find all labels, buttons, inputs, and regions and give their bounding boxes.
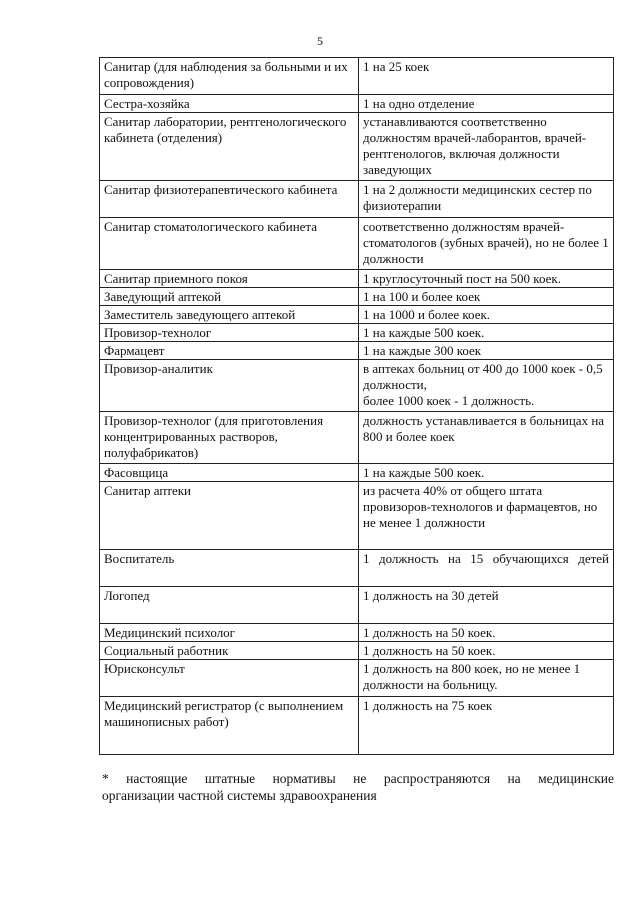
- norm-cell: 1 должность на 75 коек: [359, 697, 614, 755]
- position-cell: Санитар (для наблюдения за больными и их сопровождения): [100, 58, 359, 95]
- table-row: [100, 181, 614, 218]
- table-row: [100, 587, 614, 624]
- norm-cell: 1 круглосуточный пост на 500 коек.: [359, 270, 614, 288]
- table-row: [100, 360, 614, 412]
- position-cell: Юрисконсульт: [100, 660, 359, 697]
- position-cell: Провизор-аналитик: [100, 360, 359, 412]
- page-number: 5: [317, 34, 323, 48]
- position-cell: Провизор-технолог (для приготовления концентрированных растворов, полуфабрикатов): [100, 412, 359, 464]
- table-row: [100, 660, 614, 697]
- staffing-norms-table: [99, 57, 614, 755]
- norm-cell: 1 на 25 коек: [359, 58, 614, 95]
- norm-line: в аптеках больниц от 400 до 1000 коек - 0,5 должности,: [363, 361, 603, 392]
- table-row: [100, 288, 614, 306]
- norm-cell: 1 на одно отделение: [359, 95, 614, 113]
- position-cell: Заместитель заведующего аптекой: [100, 306, 359, 324]
- footnote: [102, 770, 614, 804]
- norm-cell: должность устанавливается в больницах на 800 и более коек: [359, 412, 614, 464]
- table-row: [100, 58, 614, 95]
- table-row: [100, 324, 614, 342]
- norm-cell: [359, 360, 614, 412]
- norm-cell: 1 должность на 800 коек, но не менее 1 должности на больницу.: [359, 660, 614, 697]
- position-cell: Сестра-хозяйка: [100, 95, 359, 113]
- norm-cell: 1 на 100 и более коек: [359, 288, 614, 306]
- norm-cell: 1 на каждые 300 коек: [359, 342, 614, 360]
- table-row: [100, 270, 614, 288]
- position-cell: Санитар лаборатории, рентгенологического кабинета (отделения): [100, 113, 359, 181]
- norm-cell: 1 на каждые 500 коек.: [359, 464, 614, 482]
- position-cell: Санитар аптеки: [100, 482, 359, 550]
- table-row: [100, 412, 614, 464]
- table-row: [100, 342, 614, 360]
- norm-cell: 1 на 1000 и более коек.: [359, 306, 614, 324]
- table-row: [100, 482, 614, 550]
- norm-cell: из расчета 40% от общего штата провизоров-технологов и фармацевтов, но не менее 1 должности: [359, 482, 614, 550]
- norm-cell: 1 на каждые 500 коек.: [359, 324, 614, 342]
- table-row: [100, 550, 614, 587]
- position-cell: Медицинский психолог: [100, 624, 359, 642]
- position-cell: Фасовщица: [100, 464, 359, 482]
- position-cell: Санитар приемного покоя: [100, 270, 359, 288]
- norm-cell: устанавливаются соответственно должностям врачей-лаборантов, врачей-рентгенологов, включая должности заведующих: [359, 113, 614, 181]
- position-cell: Медицинский регистратор (с выполнением машинописных работ): [100, 697, 359, 755]
- table-row: [100, 113, 614, 181]
- table-row: [100, 624, 614, 642]
- position-cell: Фармацевт: [100, 342, 359, 360]
- norm-cell: 1 должность на 50 коек.: [359, 624, 614, 642]
- table-row: [100, 306, 614, 324]
- table-row: [100, 218, 614, 270]
- position-cell: Заведующий аптекой: [100, 288, 359, 306]
- norm-line: более 1000 коек - 1 должность.: [363, 393, 535, 408]
- position-cell: Санитар физиотерапевтического кабинета: [100, 181, 359, 218]
- position-cell: Логопед: [100, 587, 359, 624]
- norm-cell: 1 должность на 15 обучающихся детей: [359, 550, 614, 587]
- norm-cell: 1 должность на 30 детей: [359, 587, 614, 624]
- table-row: [100, 642, 614, 660]
- norm-cell: 1 должность на 50 коек.: [359, 642, 614, 660]
- footnote-line: организации частной системы здравоохранения: [102, 788, 377, 803]
- position-cell: Воспитатель: [100, 550, 359, 587]
- table-row: [100, 464, 614, 482]
- norm-cell: соответственно должностям врачей-стоматологов (зубных врачей), но не более 1 должности: [359, 218, 614, 270]
- position-cell: Социальный работник: [100, 642, 359, 660]
- position-cell: Провизор-технолог: [100, 324, 359, 342]
- norm-cell: 1 на 2 должности медицинских сестер по физиотерапии: [359, 181, 614, 218]
- table-row: [100, 95, 614, 113]
- position-cell: Санитар стоматологического кабинета: [100, 218, 359, 270]
- table-row: [100, 697, 614, 755]
- footnote-line: * настоящие штатные нормативы не распространяются на медицинские: [102, 771, 614, 786]
